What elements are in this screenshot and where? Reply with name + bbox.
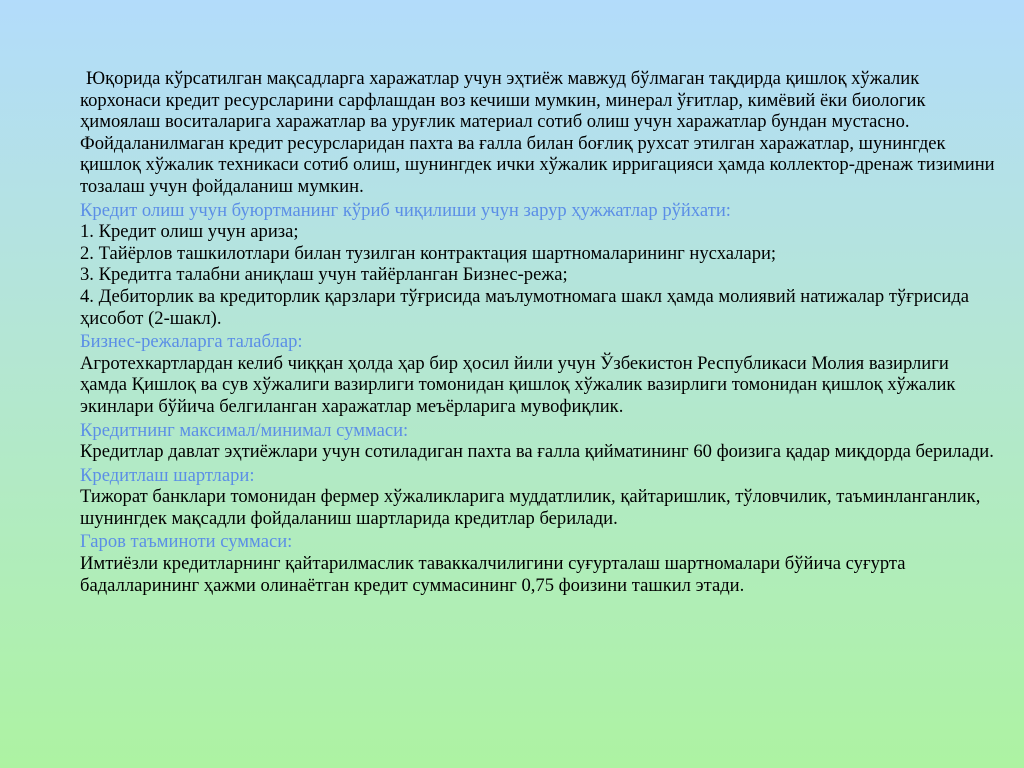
list-item: 2. Тайёрлов ташкилотлари билан тузилган контрактация шартномаларининг нусхалари; [80, 242, 777, 264]
section-text: Агротехкартлардан келиб чиққан ҳолда ҳар бир ҳосил йили учун Ўзбекистон Республикаси Молия вазирлиги ҳамда Қишлоқ ва сув хўжалиги вазирлиги томонидан қишлоқ хўжалик вазирлиги томонидан қишлоқ хўжалик экинлари бўйича белгиланган харажатлар меъёрларига мувофиқлик. [80, 352, 956, 417]
section-heading: Кредит олиш учун буюртманинг кўриб чиқилиши учун зарур ҳужжатлар рўйхати: [80, 199, 731, 221]
section-documents [80, 200, 1000, 330]
list-item: 1. Кредит олиш учун ариза; [80, 221, 299, 243]
section-heading: Гаров таъминоти суммаси: [80, 531, 293, 553]
intro-paragraph: Юқорида кўрсатилган мақсадларга харажатлар учун эҳтиёж мавжуд бўлмаган тақдирда қишлоқ хўжалик корхонаси кредит ресурсларини сарфлашдан воз кечиши мумкин, минерал ўғитлар, кимёвий ёки биологик ҳимоялаш воситаларига харажатлар ва уруғлик материал сотиб олиш учун харажатлар бундан мустасно. Фойдаланилмаган кредит ресурсларидан пахта ва ғалла билан боғлиқ рухсат этилган харажатлар, шунингдек қишлоқ хўжалик техникаси сотиб олиш, шунингдек ички хўжалик ирригацияси ҳамда коллектор-дренаж тизимини тозалаш учун фойдаланиш мумкин. [80, 68, 995, 197]
slide-content [80, 68, 1000, 596]
section-text: Имтиёзли кредитларнинг қайтарилмаслик таваккалчилигини суғурталаш шартномалари бўйича суғурта бадалларининг ҳажми олинаётган кредит суммасининг 0,75 фоизини ташкил этади. [80, 553, 906, 596]
section-credit-terms [80, 465, 1000, 530]
section-heading: Бизнес-режаларга талаблар: [80, 331, 303, 353]
list-item: 4. Дебиторлик ва кредиторлик қарзлари тўғрисида маълумотномага шакл ҳамда молиявий натижалар тўғрисида ҳисобот (2-шакл). [80, 285, 970, 329]
section-heading: Кредитнинг максимал/минимал суммаси: [80, 419, 409, 441]
list-item: 3. Кредитга талабни аниқлаш учун тайёрланган Бизнес-режа; [80, 264, 568, 286]
section-business-plan [80, 331, 1000, 417]
section-heading: Кредитлаш шартлари: [80, 464, 255, 486]
section-credit-amount [80, 420, 1000, 463]
section-text: Тижорат банклари томонидан фермер хўжаликларига муддатлилик, қайтаришлик, тўловчилик, таъминланганлик, шунингдек мақсадли фойдаланиш шартларида кредитлар берилади. [80, 486, 981, 529]
section-collateral [80, 531, 1000, 596]
section-text: Кредитлар давлат эҳтиёжлари учун сотиладиган пахта ва ғалла қийматининг 60 фоизига қадар миқдорда берилади. [80, 441, 994, 463]
